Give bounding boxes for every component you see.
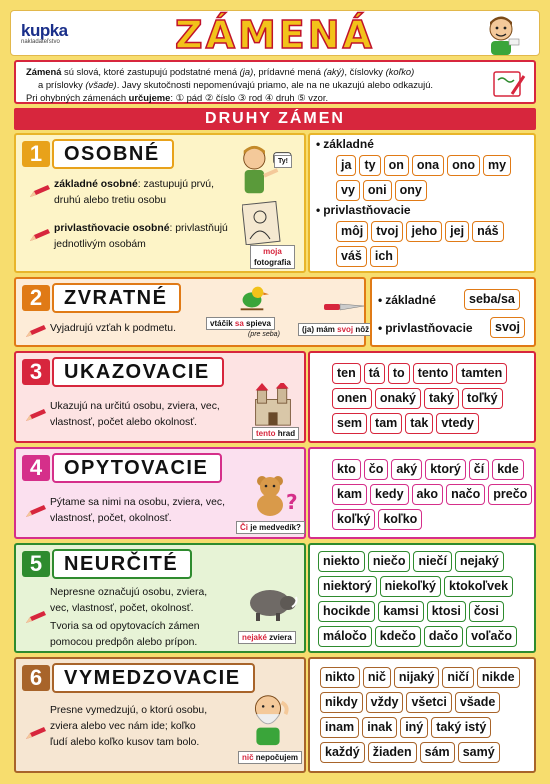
- section-banner: DRUHY ZÁMEN: [14, 108, 536, 130]
- pencil-icon: [26, 409, 48, 423]
- ukazovacie-words-panel: [308, 351, 536, 443]
- old-man-illustration: [238, 689, 298, 747]
- word-chip: môj: [336, 221, 368, 242]
- boar-illustration: [244, 581, 300, 621]
- neurcite-words-panel: [308, 543, 536, 653]
- label-basic: • základné: [378, 293, 436, 307]
- caption-pronoun: tento: [256, 429, 276, 438]
- intro-example: (všade): [85, 79, 117, 90]
- word-chip: jeho: [406, 221, 442, 242]
- knife-caption: [298, 323, 373, 336]
- word-chip: voľačo: [466, 626, 517, 647]
- word-chip: žiaden: [368, 742, 417, 763]
- castle-illustration: [248, 383, 298, 427]
- opytovacie-desc: Pýtame sa nimi na osobu, zviera, vec, vlastnosť, počet, okolnosť.: [50, 497, 225, 524]
- section-number: 3: [22, 359, 50, 385]
- word-chip: taký istý: [431, 717, 491, 738]
- section-vymedzovacie: [14, 657, 306, 773]
- word-chip: nikde: [477, 667, 520, 688]
- logo-brand: kupka: [21, 21, 68, 40]
- section-neurcite: [14, 543, 306, 653]
- word-chip: niečo: [368, 551, 411, 572]
- word-chip: on: [384, 155, 409, 176]
- label-possessive: • privlastňovacie: [316, 203, 411, 217]
- section-osobne: [14, 133, 306, 273]
- word-chip: ono: [447, 155, 480, 176]
- neurcite-words: [318, 551, 536, 651]
- caption-pronoun: Či: [240, 523, 248, 532]
- word-chip: tamten: [456, 363, 507, 384]
- word-chip: seba/sa: [464, 289, 520, 310]
- word-chip: inam: [320, 717, 359, 738]
- label-possessive: • privlastňovacie: [378, 321, 473, 335]
- teddy-bear-illustration: [242, 469, 298, 517]
- word-chip: nikdy: [320, 692, 363, 713]
- pencil-icon: [26, 505, 48, 519]
- word-chip: koľko: [378, 509, 422, 530]
- word-chip: ako: [412, 484, 444, 505]
- osobne-desc-1: [54, 177, 224, 209]
- word-chip: sám: [420, 742, 455, 763]
- word-chip: ona: [412, 155, 444, 176]
- word-chip: ktorý: [425, 459, 466, 480]
- section-name: OSOBNÉ: [52, 139, 174, 169]
- caption-noun: zviera: [266, 633, 292, 642]
- word-chip: kam: [332, 484, 367, 505]
- neurcite-desc-1: Nepresne označujú osobu, zviera, vec, vlastnosť, počet, okolnosť.: [50, 587, 208, 614]
- vymedzovacie-words-panel: [308, 657, 536, 773]
- section-name: NEURČITÉ: [52, 549, 192, 579]
- word-chip: náš: [472, 221, 504, 242]
- caption-text: nôž: [353, 325, 370, 334]
- intro-text: , číslovky: [344, 66, 386, 77]
- word-chip: tento: [413, 363, 454, 384]
- word-chip: ty: [359, 155, 380, 176]
- bird-caption: [206, 317, 275, 330]
- intro-line-2: [26, 78, 484, 91]
- teddy-caption: [236, 521, 305, 534]
- old-man-caption: [238, 751, 302, 764]
- photo-caption: [250, 245, 295, 269]
- boar-caption: [238, 631, 296, 644]
- intro-example: (koľko): [385, 66, 415, 77]
- word-chip: prečo: [488, 484, 532, 505]
- desc-term: privlastňovacie osobné: [54, 223, 170, 234]
- word-chip: čo: [364, 459, 389, 480]
- caption-pronoun: nič: [242, 753, 254, 762]
- intro-term: určujeme: [128, 92, 171, 103]
- word-chip: onen: [332, 388, 372, 409]
- intro-example: (ja): [239, 66, 254, 77]
- ukazovacie-words: [332, 363, 536, 438]
- caption-text: (ja): [302, 325, 317, 334]
- section-opytovacie: [14, 447, 306, 539]
- word-chip: dačo: [424, 626, 463, 647]
- word-chip: aký: [391, 459, 422, 480]
- bird-illustration: [230, 281, 274, 315]
- opytovacie-words: [332, 459, 536, 534]
- word-chip: váš: [336, 246, 367, 267]
- word-chip: iný: [400, 717, 428, 738]
- word-chip: každý: [320, 742, 365, 763]
- word-chip: kedy: [370, 484, 409, 505]
- pointing-boy-illustration: [234, 141, 294, 199]
- word-chip: ten: [332, 363, 361, 384]
- desc-text: : zastupujú prvú, druhú alebo tretiu osobu: [54, 179, 214, 206]
- word-chip: nijaký: [394, 667, 439, 688]
- section-name: OPYTOVACIE: [52, 453, 222, 483]
- zvratne-words-panel: [370, 277, 536, 347]
- osobne-possessive-words: [336, 221, 536, 271]
- header: [10, 10, 540, 56]
- word-chip: koľký: [332, 509, 375, 530]
- caption-text: nepočujem: [253, 753, 299, 762]
- caption-pronoun: nejaké: [242, 633, 267, 642]
- page-title: ZÁMENÁ: [175, 13, 375, 57]
- intro-text: Pri ohybných zámenách: [26, 92, 129, 103]
- section-number: 2: [22, 285, 50, 311]
- svg-text:?: ?: [286, 490, 298, 514]
- word-chip: tam: [370, 413, 402, 434]
- pencil-icon: [30, 229, 52, 243]
- intro-line-3: [26, 91, 484, 104]
- word-chip: my: [483, 155, 511, 176]
- word-chip: kto: [332, 459, 361, 480]
- word-chip: tak: [405, 413, 433, 434]
- word-chip: tvoj: [371, 221, 403, 242]
- word-chip: toľký: [462, 388, 503, 409]
- intro-example: (aký): [323, 66, 345, 77]
- osobne-desc-2: [54, 221, 234, 253]
- osobne-words-panel: [308, 133, 536, 273]
- bubble-text: Ty!: [274, 155, 292, 168]
- word-chip: niekoľký: [380, 576, 441, 597]
- caption-text: vtáčik: [210, 319, 235, 328]
- word-chip: ja: [336, 155, 356, 176]
- word-chip: nejaký: [455, 551, 504, 572]
- caption-pronoun: moja: [263, 247, 282, 256]
- word-chip: všetci: [406, 692, 451, 713]
- word-chip: niekto: [318, 551, 365, 572]
- caption-pronoun: svoj: [337, 325, 354, 334]
- section-number: 1: [22, 141, 50, 167]
- desc-term: základné osobné: [54, 179, 138, 190]
- caption-text: mám: [316, 325, 338, 334]
- intro-text: . Javy skutočnosti nepomenúvajú priamo, ale na ne ukazujú alebo odkazujú.: [116, 79, 434, 90]
- word-chip: jej: [445, 221, 469, 242]
- word-chip: vždy: [366, 692, 404, 713]
- intro-line-1: [26, 65, 484, 78]
- word-chip: máločo: [318, 626, 372, 647]
- caption-text: spieva: [243, 319, 271, 328]
- opytovacie-words-panel: [308, 447, 536, 539]
- word-chip: tá: [364, 363, 385, 384]
- word-chip: svoj: [490, 317, 525, 338]
- intro-term: Zámená: [26, 66, 62, 77]
- section-ukazovacie: [14, 351, 306, 443]
- castle-caption: [252, 427, 299, 440]
- desc-text: : privlastňujú jednotlivým osobám: [54, 223, 228, 250]
- ukazovacie-desc: Ukazujú na určitú osobu, zviera, vec, vlastnosť, počet alebo okolnosť.: [50, 401, 220, 428]
- word-chip: nič: [363, 667, 391, 688]
- caption-text: je medvedík?: [248, 523, 301, 532]
- vymedzovacie-desc: Presne vymedzujú, o ktorú osobu, zviera alebo vec nám ide; koľko ľudí alebo koľko kusov tam bolo.: [50, 705, 208, 748]
- vymedzovacie-words: [320, 667, 536, 767]
- word-chip: ktosi: [427, 601, 466, 622]
- section-zvratne: [14, 277, 370, 347]
- word-chip: samý: [458, 742, 500, 763]
- word-chip: to: [388, 363, 410, 384]
- word-chip: vtedy: [436, 413, 479, 434]
- label-basic: • základné: [316, 137, 374, 151]
- word-chip: onaký: [375, 388, 421, 409]
- intro-definition: [14, 60, 536, 104]
- word-chip: ničí: [442, 667, 474, 688]
- word-chip: inak: [362, 717, 397, 738]
- pencil-icon: [26, 325, 48, 339]
- word-chip: taký: [424, 388, 459, 409]
- word-chip: kdečo: [375, 626, 421, 647]
- section-number: 6: [22, 665, 50, 691]
- photo-illustration: [242, 201, 282, 245]
- word-chip: čí: [469, 459, 489, 480]
- word-chip: ony: [395, 180, 427, 201]
- notebook-pen-icon: [492, 68, 526, 100]
- section-number: 4: [22, 455, 50, 481]
- word-chip: vy: [336, 180, 360, 201]
- logo-subtitle: nakladateľstvo: [21, 39, 60, 45]
- section-name: UKAZOVACIE: [52, 357, 224, 387]
- boy-illustration-icon: [479, 13, 525, 55]
- intro-text: : ① pád ② číslo ③ rod ④ druh ⑤ vzor.: [170, 92, 329, 103]
- caption-noun: fotografia: [254, 258, 291, 267]
- word-chip: oni: [363, 180, 392, 201]
- section-name: ZVRATNÉ: [52, 283, 181, 313]
- word-chip: sem: [332, 413, 367, 434]
- intro-text: , prídavné mená: [253, 66, 324, 77]
- knife-illustration: [324, 301, 364, 313]
- bird-note: (pre seba): [248, 331, 280, 338]
- section-number: 5: [22, 551, 50, 577]
- neurcite-desc-2: Tvoria sa od opytovacích zámen pomocou predpôn alebo prípon.: [50, 621, 200, 648]
- pencil-icon: [26, 727, 48, 741]
- word-chip: všade: [455, 692, 500, 713]
- osobne-basic-words: [336, 155, 536, 205]
- pencil-icon: [30, 185, 52, 199]
- word-chip: nikto: [320, 667, 360, 688]
- intro-text: sú slová, ktoré zastupujú podstatné mená: [61, 66, 240, 77]
- caption-noun: hrad: [275, 429, 296, 438]
- word-chip: kde: [492, 459, 524, 480]
- caption-pronoun: sa: [234, 319, 244, 328]
- word-chip: niečí: [413, 551, 452, 572]
- word-chip: načo: [446, 484, 485, 505]
- pencil-icon: [26, 611, 48, 625]
- word-chip: niektorý: [318, 576, 377, 597]
- section-name: VYMEDZOVACIE: [52, 663, 255, 693]
- intro-text: a príslovky: [38, 79, 86, 90]
- word-chip: ich: [370, 246, 398, 267]
- word-chip: ktokoľvek: [444, 576, 513, 597]
- word-chip: hocikde: [318, 601, 375, 622]
- word-chip: kamsi: [378, 601, 423, 622]
- word-chip: čosi: [469, 601, 504, 622]
- zvratne-desc: Vyjadrujú vzťah k podmetu.: [50, 323, 176, 334]
